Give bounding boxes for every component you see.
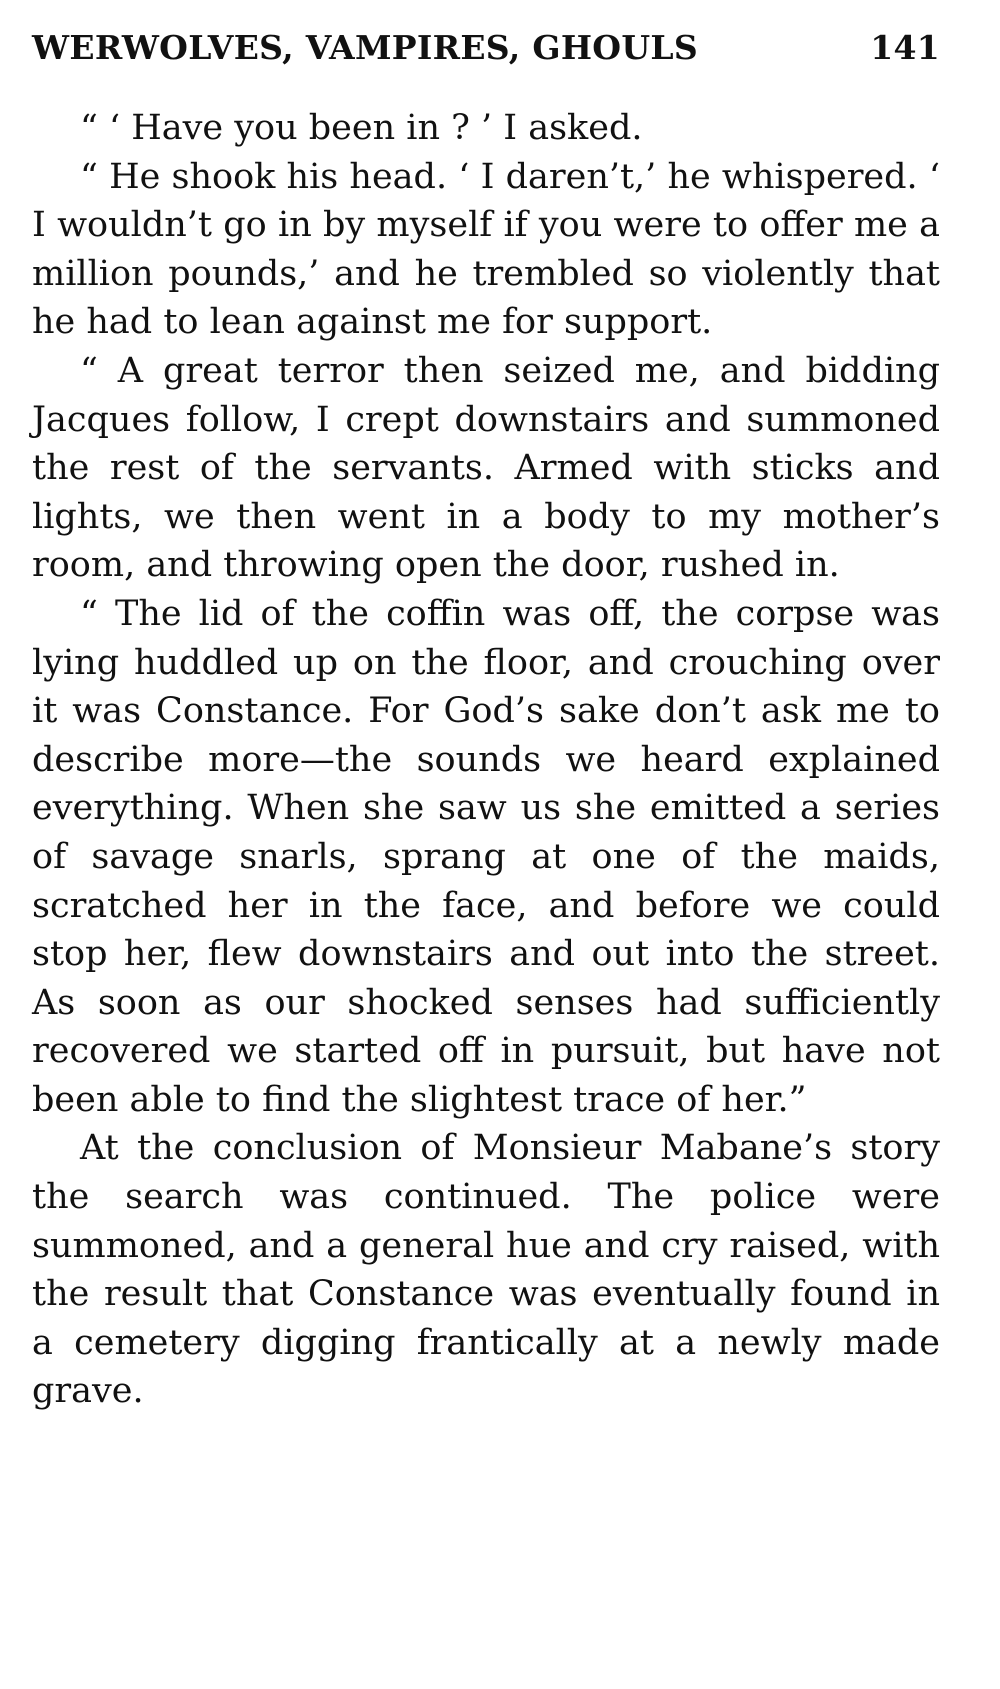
running-title: WERWOLVES, VAMPIRES, GHOULS	[32, 27, 699, 67]
paragraph-have-you-been-in: “ ‘ Have you been in ? ’ I asked.	[80, 108, 643, 148]
paragraph-conclusion: At the conclusion of Monsieur Mabane’s story the search was continued. The police were summoned, and a general hue and cry raised, with the result that Constance was eventually found in a cemetery digging frantically at a newly made grave.	[32, 1128, 940, 1412]
paragraph-shook-his-head: “ He shook his head. ‘ I daren’t,’ he whispered. ‘ I wouldn’t go in by myself if you were to offer me a million pounds,’ and he trembled so violently that he had to lean against me for support.	[32, 156, 940, 343]
page-number: 141	[870, 27, 940, 67]
body-text	[32, 104, 940, 1416]
paragraph-lid-of-coffin: “ The lid of the coffin was off, the corpse was lying huddled up on the floor, and crouching over it was Constance. For God’s sake don’t ask me to describe more—the sounds we heard explained everything. When she saw us she emitted a series of savage snarls, sprang at one of the maids, scratched her in the face, and before we could stop her, flew downstairs and out into the street. As soon as our shocked senses had sufficiently recovered we started off in pursuit, but have not been able to find the slightest trace of her.”	[32, 593, 940, 1120]
paragraph-great-terror: “ A great terror then seized me, and bidding Jacques follow, I crept downstairs and summoned the rest of the servants. Armed with sticks and lights, we then went in a body to my mother’s room, and throwing open the door, rushed in.	[32, 350, 940, 586]
running-head	[32, 22, 940, 72]
